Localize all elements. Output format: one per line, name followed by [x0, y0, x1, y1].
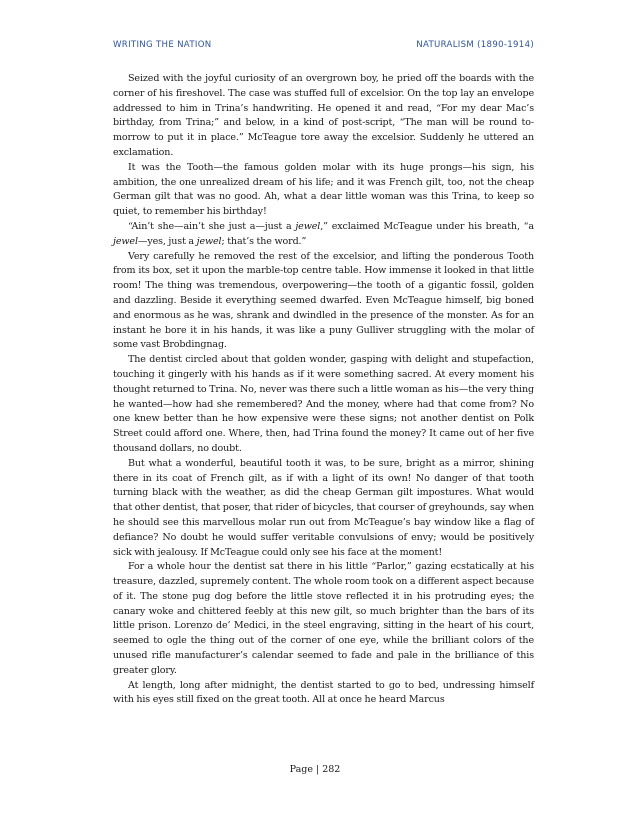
header-left: WRITING THE NATION [113, 40, 212, 50]
italic-text: jewel [196, 235, 222, 247]
text-run: ,” exclaimed McTeague under his breath, “a [320, 220, 534, 232]
paragraph [113, 161, 534, 220]
page-number: Page | 282 [289, 764, 341, 775]
running-header [113, 40, 534, 50]
paragraph [113, 560, 534, 678]
page-footer [0, 764, 630, 775]
body-text [113, 72, 534, 708]
text-run: At length, long after midnight, the dentist started to go to bed, undressing himself with his eyes still fixed on the great tooth. All at once he heard Marcus [113, 679, 534, 706]
text-run: ; that’s the word.” [221, 235, 307, 247]
text-run: But what a wonderful, beautiful tooth it was, to be sure, bright as a mirror, shining there in its coat of French gilt, as if with a light of its own! No danger of that tooth turning black with the weather, as did the cheap German gilt impostures. What would that other dentist, that poser, that rider of bicycles, that courser of greyhounds, say when he should see this marvellous molar run out from McTeague’s bay window like a flag of defiance? No doubt he would suffer veritable convulsions of envy; would be positively sick with jealousy. If McTeague could only see his face at the moment! [113, 457, 534, 558]
text-run: Very carefully he removed the rest of the excelsior, and lifting the ponderous Tooth from its box, set it upon the marble-top centre table. How immense it looked in that little room! The thing was tremendous, overpowering—the tooth of a gigantic fossil, golden and dazzling. Beside it everything seemed dwarfed. Even McTeague himself, big boned and enormous as he was, shrank and dwindled in the presence of the monster. As for an instant he bore it in his hands, it was like a puny Gulliver struggling with the molar of some vast Brobdingnag. [113, 250, 534, 351]
text-run: For a whole hour the dentist sat there in his little “Parlor,” gazing ecstatically at his treasure, dazzled, supremely content. The whole room took on a different aspect because of it. The stone pug dog before the little stove reflected it in his protruding eyes; the canary woke and chittered feebly at this new gilt, so much brighter than the bars of its little prison. Lorenzo de’ Medici, in the steel engraving, sitting in the heart of his court, seemed to ogle the thing out of the corner of one eye, while the brilliant colors of the unused rifle manufacturer’s calendar seemed to fade and pale in the brilliance of this greater glory. [113, 561, 534, 676]
paragraph [113, 72, 534, 161]
text-run: “Ain’t she—ain’t she just a—just a [128, 220, 296, 232]
paragraph [113, 220, 534, 250]
paragraph [113, 250, 534, 354]
text-run: It was the Tooth—the famous golden molar with its huge prongs—his sign, his ambition, the one unrealized dream of his life; and it was French gilt, too, not the cheap German gilt that was no good. Ah, what a dear little woman was this Trina, to keep so quiet, to remember his birthday! [113, 161, 534, 218]
italic-text: jewel [113, 235, 138, 247]
paragraph [113, 679, 534, 709]
header-right: NATURALISM (1890-1914) [416, 40, 534, 50]
paragraph [113, 353, 534, 457]
text-run: —yes, just a [137, 235, 197, 247]
text-run: Seized with the joyful curiosity of an overgrown boy, he pried off the boards with the corner of his fireshovel. The case was stuffed full of excelsior. On the top lay an envelope addressed to him in Trina’s handwriting. He opened it and read, “For my dear Mac’s birthday, from Trina;” and below, in a kind of post-script, “The man will be round to-morrow to put it in place.” McTeague tore away the excelsior. Suddenly he uttered an exclamation. [113, 73, 534, 158]
text-run: The dentist circled about that golden wonder, gasping with delight and stupefaction, touching it gingerly with his hands as if it were something sacred. At every moment his thought returned to Trina. No, never was there such a little woman as his—the very thing he wanted—how had she remembered? And the money, where had that come from? No one knew better than he how expensive were these signs; not another dentist on Polk Street could afford one. Where, then, had Trina found the money? It came out of her five thousand dollars, no doubt. [113, 354, 534, 454]
paragraph [113, 457, 534, 561]
italic-text: jewel [295, 220, 321, 232]
